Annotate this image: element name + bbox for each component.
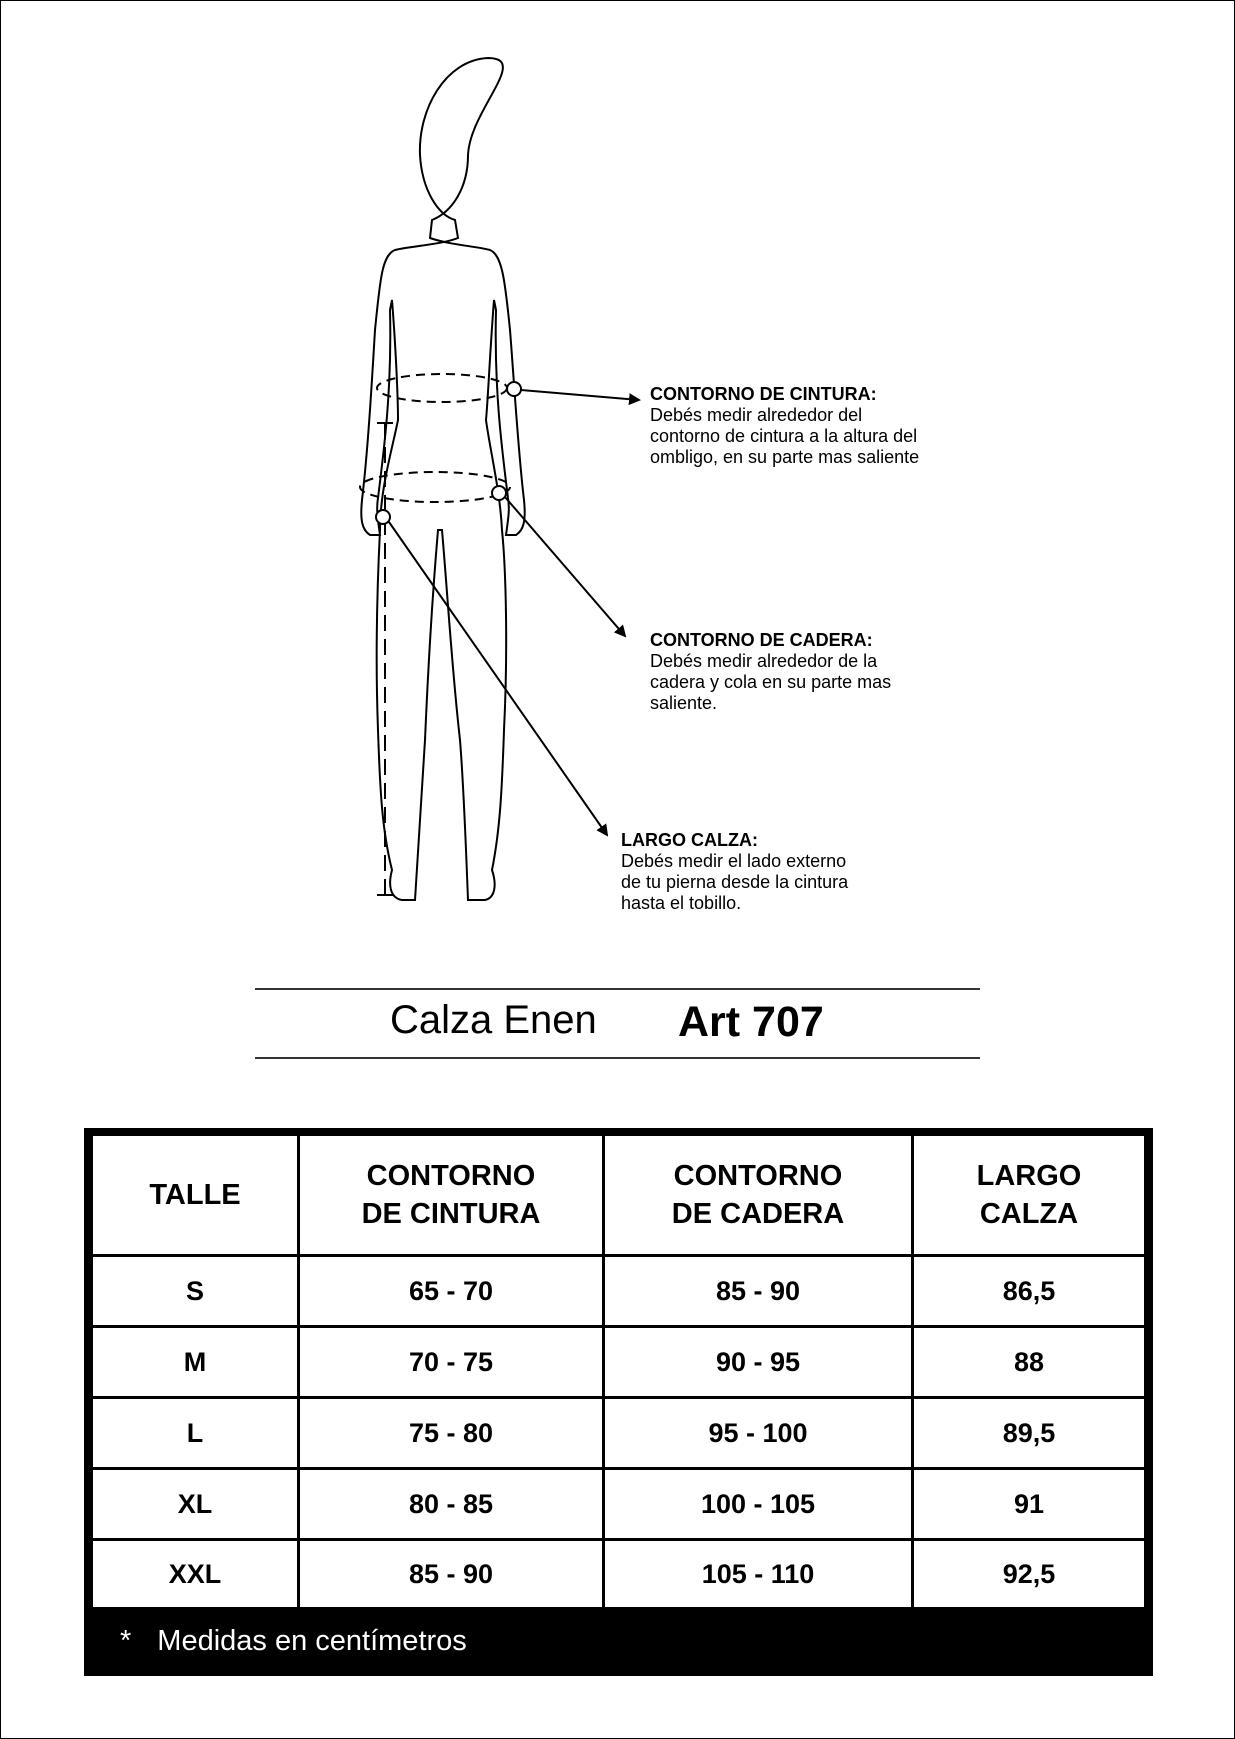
cell-cintura: 70 - 75 xyxy=(299,1327,604,1398)
cintura-annotation-text: Debés medir alrededor del contorno de cintura a la altura del ombligo, en su parte mas saliente xyxy=(650,405,920,467)
footnote-text: Medidas en centímetros xyxy=(157,1625,467,1657)
footnote xyxy=(120,1625,467,1658)
body-outline-figure xyxy=(300,50,640,930)
cadera-annotation-title: CONTORNO DE CADERA: xyxy=(650,630,873,650)
table-row xyxy=(92,1256,1146,1327)
product-name: Calza Enen xyxy=(390,998,597,1042)
cell-cadera: 105 - 110 xyxy=(604,1540,913,1609)
largo-annotation xyxy=(621,830,851,914)
header-largo xyxy=(913,1135,1146,1256)
header-largo-line1: LARGO xyxy=(976,1160,1082,1192)
cintura-annotation xyxy=(650,384,930,468)
largo-annotation-title: LARGO CALZA: xyxy=(621,830,758,850)
largo-annotation-text: Debés medir el lado externo de tu pierna desde la cintura hasta el tobillo. xyxy=(621,851,849,913)
header-largo-line2: CALZA xyxy=(979,1198,1079,1230)
cell-cadera: 100 - 105 xyxy=(604,1469,913,1540)
title-rule-bottom xyxy=(255,1057,980,1059)
header-talle xyxy=(92,1135,299,1256)
cadera-marker xyxy=(492,486,506,500)
header-cintura-line2: DE CINTURA xyxy=(361,1198,541,1230)
cell-cadera: 90 - 95 xyxy=(604,1327,913,1398)
cell-cintura: 80 - 85 xyxy=(299,1469,604,1540)
table-row xyxy=(92,1469,1146,1540)
product-article: Art 707 xyxy=(678,998,824,1046)
cell-cintura: 85 - 90 xyxy=(299,1540,604,1609)
cell-largo: 86,5 xyxy=(913,1256,1146,1327)
cell-talle: M xyxy=(92,1327,299,1398)
cadera-annotation xyxy=(650,630,930,714)
cell-largo: 88 xyxy=(913,1327,1146,1398)
cell-talle: L xyxy=(92,1398,299,1469)
largo-marker xyxy=(376,510,390,524)
cell-largo: 89,5 xyxy=(913,1398,1146,1469)
cell-cintura: 65 - 70 xyxy=(299,1256,604,1327)
cell-talle: S xyxy=(92,1256,299,1327)
header-talle-label: TALLE xyxy=(149,1179,241,1211)
header-cadera-line1: CONTORNO xyxy=(673,1160,843,1192)
cintura-annotation-title: CONTORNO DE CINTURA: xyxy=(650,384,877,404)
cintura-marker xyxy=(507,382,521,396)
cell-cintura: 75 - 80 xyxy=(299,1398,604,1469)
cell-talle: XXL xyxy=(92,1540,299,1609)
table-header-row xyxy=(92,1135,1146,1256)
header-cadera-line2: DE CADERA xyxy=(671,1198,845,1230)
table-row xyxy=(92,1398,1146,1469)
cell-talle: XL xyxy=(92,1469,299,1540)
title-rule-top xyxy=(255,988,980,990)
footnote-marker: * xyxy=(120,1625,132,1657)
header-cintura xyxy=(299,1135,604,1256)
cell-largo: 92,5 xyxy=(913,1540,1146,1609)
cadera-annotation-text: Debés medir alrededor de la cadera y cola en su parte mas saliente. xyxy=(650,651,892,713)
cell-cadera: 95 - 100 xyxy=(604,1398,913,1469)
size-table xyxy=(90,1133,1147,1610)
cell-cadera: 85 - 90 xyxy=(604,1256,913,1327)
size-table-container xyxy=(84,1128,1153,1676)
table-row xyxy=(92,1327,1146,1398)
header-cadera xyxy=(604,1135,913,1256)
header-cintura-line1: CONTORNO xyxy=(366,1160,536,1192)
cell-largo: 91 xyxy=(913,1469,1146,1540)
table-row xyxy=(92,1540,1146,1609)
